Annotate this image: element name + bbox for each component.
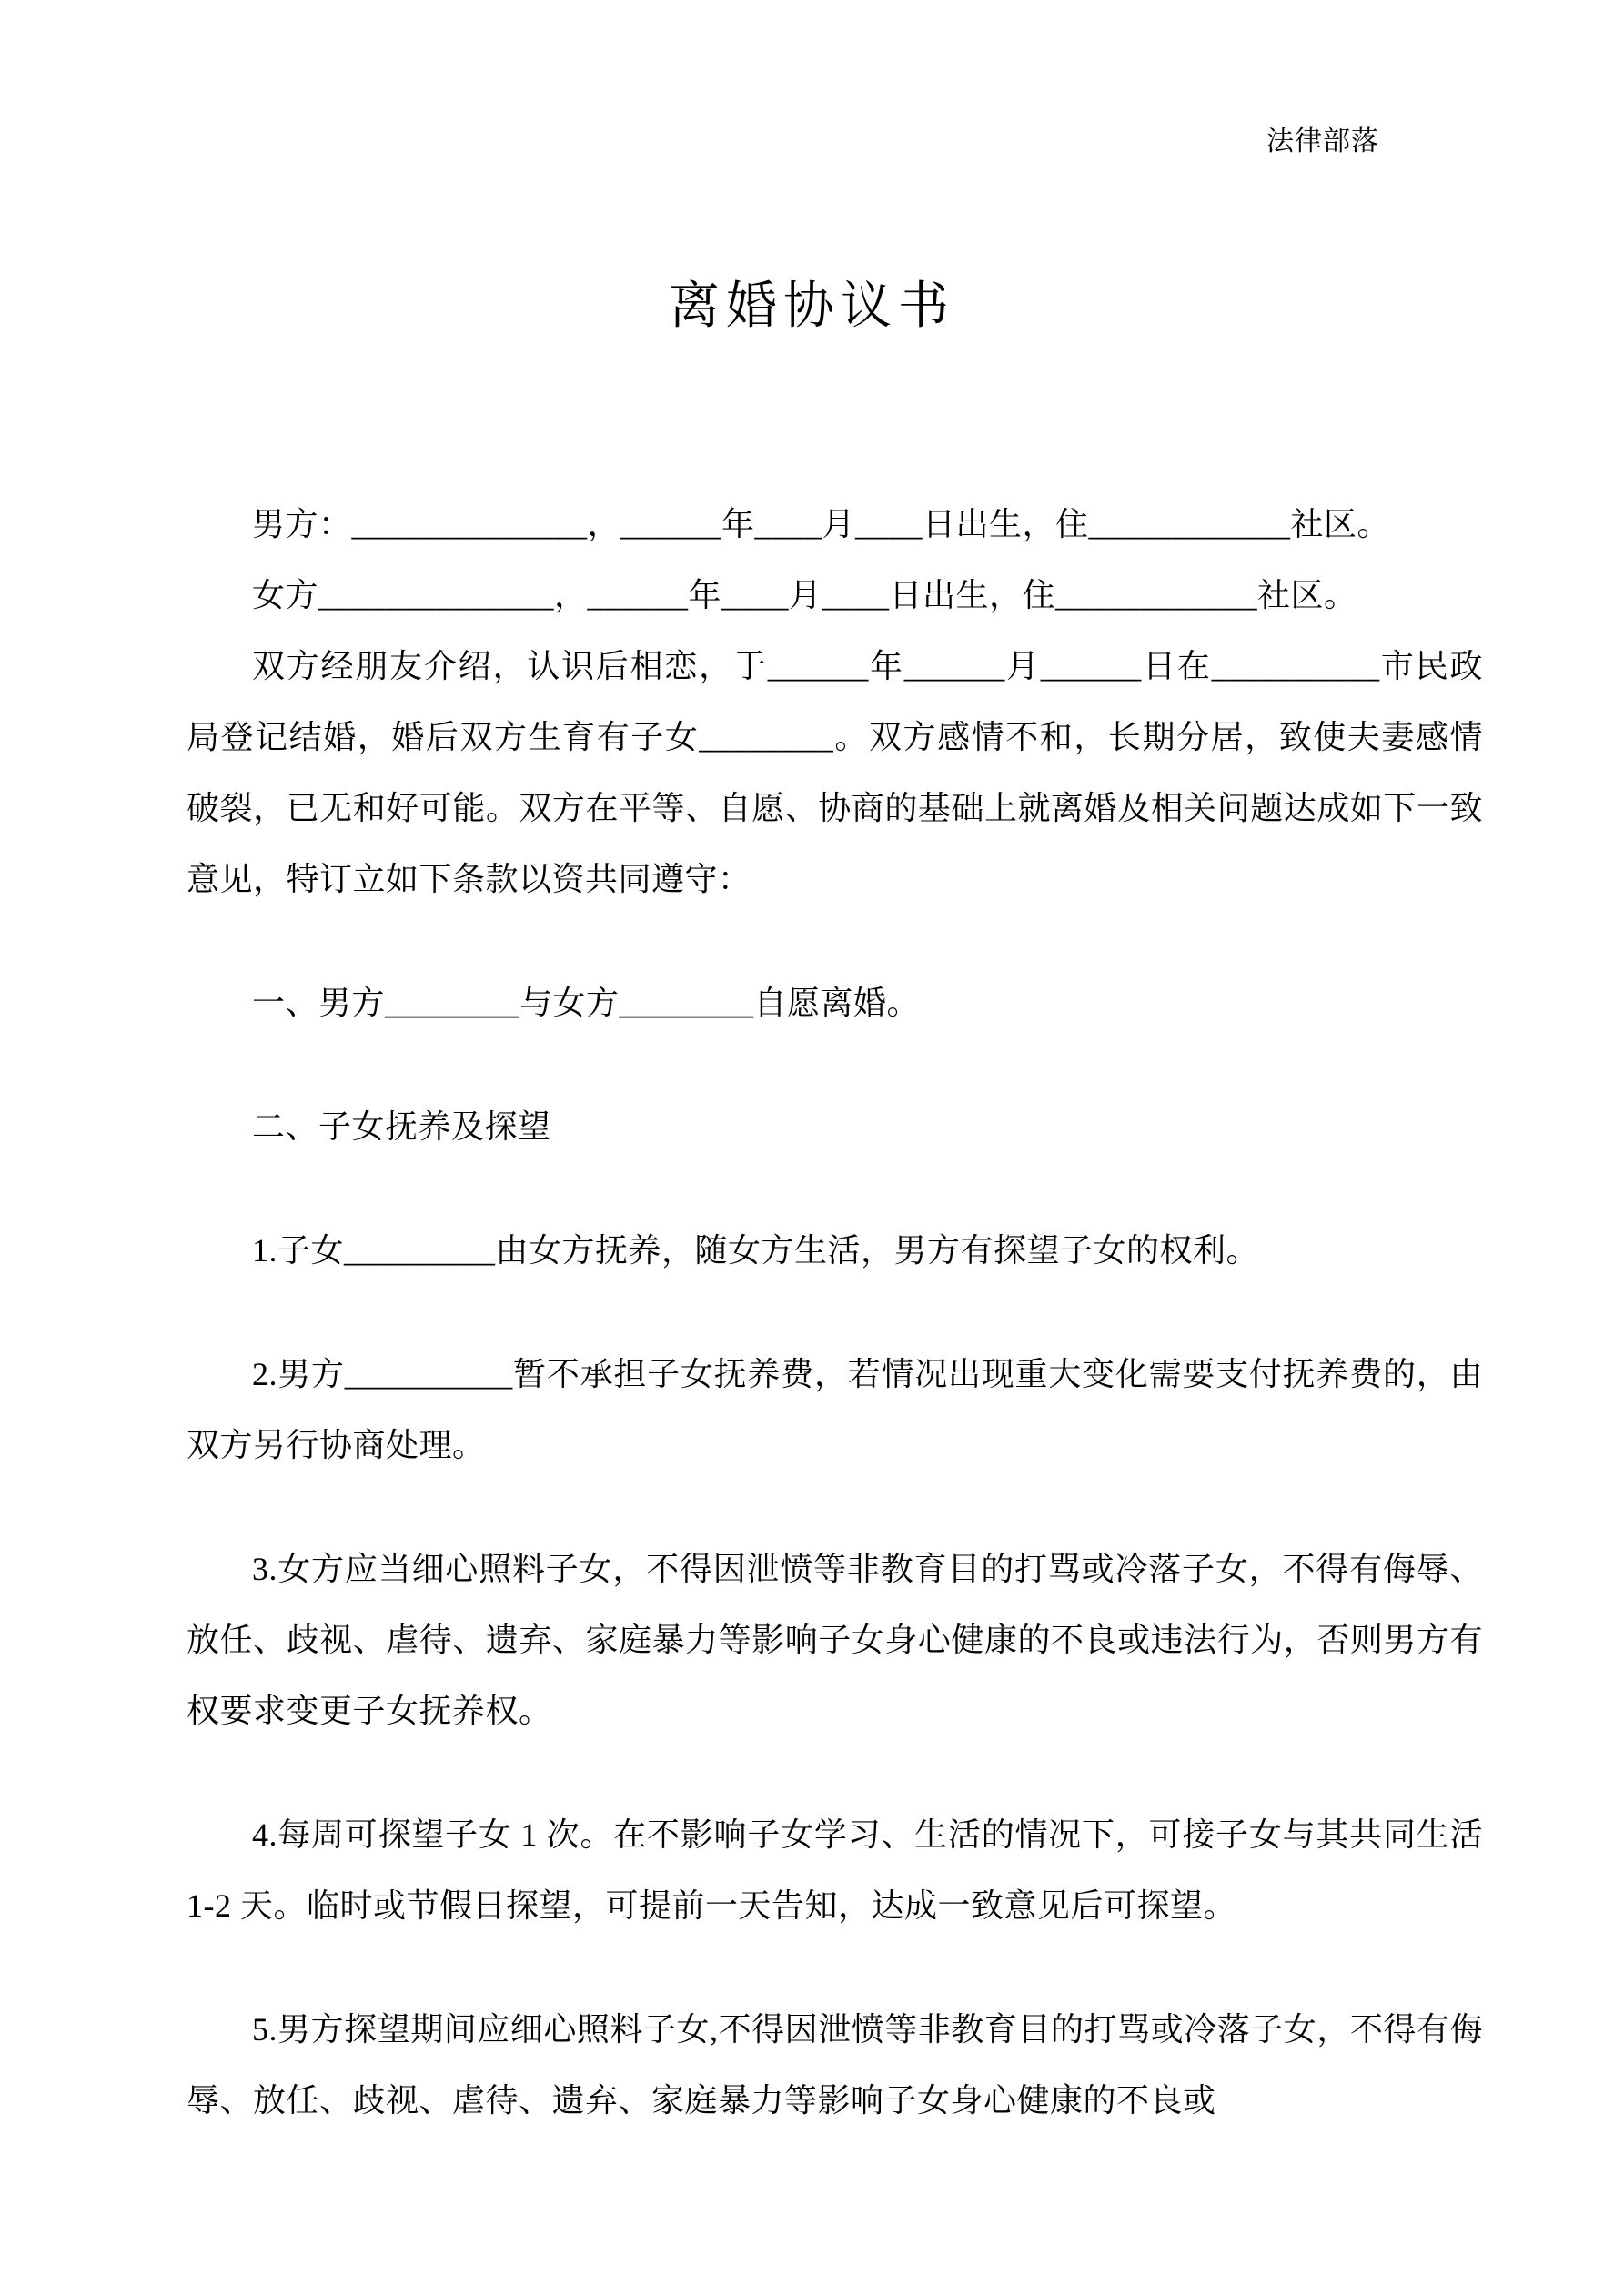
document-title: 离婚协议书 xyxy=(669,278,955,335)
section-two-heading: 二、子女抚养及探望 xyxy=(252,1108,551,1145)
header-watermark: 法律部落 xyxy=(1266,126,1379,157)
clause-item-5: 5.男方探望期间应细心照料子女,不得因泄愤等非教育目的打骂或冷落子女，不得有侮辱、放任、歧视、虐待、遗弃、家庭暴力等影响子女身心健康的不良或 xyxy=(187,2011,1483,2119)
clause-item-4: 4.每周可探望子女 1 次。在不影响子女学习、生活的情况下，可接子女与其共同生活 1-2 天。临时或节假日探望，可提前一天告知，达成一致意见后可探望。 xyxy=(187,1816,1483,1924)
document-body xyxy=(187,489,1483,2136)
intro-paragraph: 双方经朋友介绍，认识后相恋，于______年______月______日在__________市民政局登记结婚，婚后双方生育有子女________。双方感情不和，长期分居，致使夫妻感情破裂，已无和好可能。双方在平等、自愿、协商的基础上就离婚及相关问题达成如下一致意见，特订立如下条款以资共同遵守： xyxy=(187,648,1483,897)
clause-item-2: 2.男方__________暂不承担子女抚养费，若情况出现重大变化需要支付抚养费的，由双方另行协商处理。 xyxy=(187,1356,1483,1463)
clause-item-1: 1.子女_________由女方抚养，随女方生活，男方有探望子女的权利。 xyxy=(252,1232,1260,1269)
party-line-male: 男方：______________，______年____月____日出生，住____________社区。 xyxy=(252,506,1391,542)
clause-one: 一、男方________与女方________自愿离婚。 xyxy=(252,985,921,1021)
clause-item-3: 3.女方应当细心照料子女，不得因泄愤等非教育目的打骂或冷落子女，不得有侮辱、放任、歧视、虐待、遗弃、家庭暴力等影响子女身心健康的不良或违法行为，否则男方有权要求变更子女抚养权。 xyxy=(187,1551,1483,1729)
party-line-female: 女方______________，______年____月____日出生，住____________社区。 xyxy=(252,577,1357,613)
